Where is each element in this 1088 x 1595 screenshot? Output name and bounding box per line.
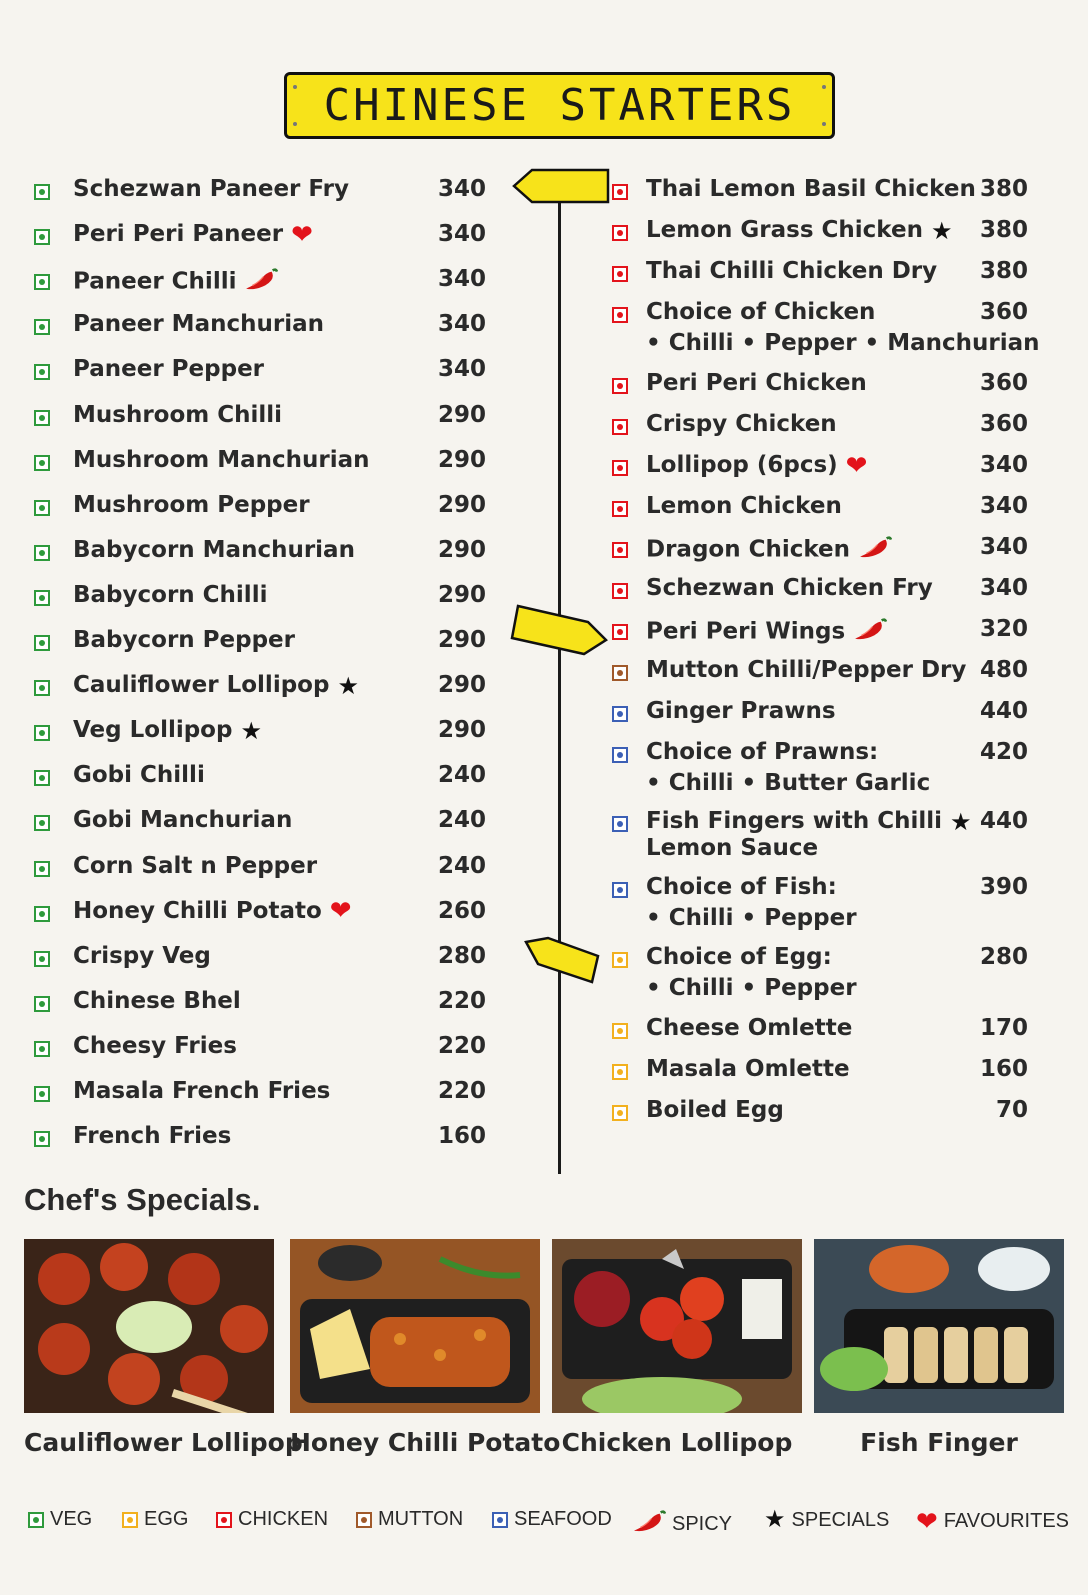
menu-item-options: • Chilli • Pepper	[646, 975, 857, 1001]
egg-indicator-icon	[612, 1105, 628, 1121]
menu-item	[34, 176, 504, 210]
veg-indicator-icon	[34, 1131, 50, 1147]
menu-item-price: 360	[979, 370, 1028, 396]
menu-item-price: 420	[979, 739, 1028, 765]
menu-item-label	[646, 657, 966, 683]
menu-item-label	[646, 452, 867, 479]
menu-item-label	[646, 176, 976, 202]
menu-item	[34, 898, 504, 932]
menu-item-options: • Chilli • Pepper	[646, 905, 857, 931]
signpost-arrow-middle	[508, 602, 608, 660]
menu-item-options: • Chilli • Butter Garlic	[646, 770, 931, 796]
menu-item-name: Choice of Prawns:	[646, 739, 879, 765]
veg-indicator-icon	[34, 1086, 50, 1102]
photo-cauliflower-lollipop	[24, 1239, 274, 1413]
menu-item	[34, 1033, 504, 1067]
menu-item-price: 380	[979, 217, 1028, 243]
menu-item-price: 340	[437, 176, 486, 202]
seafood-indicator-icon	[612, 816, 628, 832]
menu-item-label	[646, 217, 952, 243]
menu-item-price: 340	[979, 575, 1028, 601]
menu-item-name: Chinese Bhel	[73, 987, 241, 1014]
menu-item-label	[73, 492, 310, 518]
menu-item	[34, 762, 504, 796]
menu-item-price: 340	[437, 266, 486, 293]
veg-indicator-icon	[34, 274, 50, 290]
menu-item	[620, 217, 1050, 251]
menu-item	[620, 616, 1050, 650]
signpost-pole	[558, 190, 561, 1174]
veg-indicator-icon	[34, 319, 50, 335]
veg-indicator-icon	[34, 951, 50, 967]
menu-item-label	[646, 493, 842, 519]
menu-item-label	[73, 1078, 330, 1104]
egg-indicator-icon	[612, 1064, 628, 1080]
photo-fish-finger	[814, 1239, 1064, 1413]
signpost-arrow-top	[512, 168, 612, 204]
menu-item-label	[646, 616, 887, 648]
mutton-indicator-icon	[612, 665, 628, 681]
menu-item-price: 70	[995, 1097, 1028, 1123]
menu-item-name: Choice of Fish:	[646, 874, 837, 900]
menu-item	[34, 1078, 504, 1112]
favourite-heart-icon: ❤	[291, 219, 313, 250]
legend-label: SPECIALS	[791, 1508, 890, 1531]
menu-item	[620, 176, 1050, 210]
caption-fish-finger: Fish Finger	[860, 1428, 1018, 1457]
menu-item-price: 280	[979, 944, 1028, 970]
menu-item	[620, 299, 1050, 363]
menu-item-name: Thai Chilli Chicken Dry	[646, 258, 938, 284]
chefs-specials-title: Chef's Specials.	[24, 1182, 261, 1217]
menu-item-name: Corn Salt n Pepper	[73, 852, 318, 879]
menu-item-label	[73, 1033, 237, 1059]
chicken-indicator-icon	[612, 542, 628, 558]
special-star-icon: ★	[930, 216, 953, 245]
veg-indicator-icon	[34, 725, 50, 741]
menu-item-label	[646, 874, 837, 900]
menu-item-price: 220	[437, 1032, 486, 1059]
menu-item-price: 340	[437, 221, 486, 248]
seafood-indicator-icon	[612, 747, 628, 763]
veg-indicator-icon	[34, 906, 50, 922]
veg-indicator-icon	[34, 996, 50, 1012]
menu-item-price: 280	[437, 942, 486, 969]
menu-item-label	[73, 717, 262, 743]
menu-item-price: 360	[979, 411, 1028, 437]
menu-item	[620, 874, 1050, 938]
menu-item	[34, 807, 504, 841]
menu-item-options: Lemon Sauce	[646, 835, 819, 861]
legend-item-heart	[916, 1508, 1069, 1534]
seafood-indicator-icon	[612, 706, 628, 722]
menu-item	[620, 452, 1050, 486]
caption-chicken-lollipop: Chicken Lollipop	[561, 1428, 793, 1457]
menu-item	[34, 311, 504, 345]
menu-item-price: 290	[437, 672, 486, 699]
menu-item	[620, 370, 1050, 404]
mutton-indicator-icon	[356, 1512, 372, 1528]
menu-item-label	[646, 258, 937, 284]
menu-item-name: Dragon Chicken	[646, 536, 851, 563]
chicken-indicator-icon	[612, 501, 628, 517]
legend-item-seafood	[492, 1508, 612, 1531]
legend-label: SPICY	[672, 1512, 733, 1535]
veg-indicator-icon	[34, 861, 50, 877]
menu-item-label	[646, 1015, 852, 1041]
menu-item-price: 380	[979, 176, 1028, 202]
menu-item-name: Choice of Chicken	[646, 299, 876, 325]
menu-item-price: 380	[979, 258, 1028, 284]
menu-item-name: Mushroom Chilli	[73, 401, 283, 428]
menu-item-price: 340	[979, 534, 1028, 560]
menu-item	[620, 944, 1050, 1008]
menu-item-price: 290	[437, 581, 486, 608]
menu-item	[620, 493, 1050, 527]
veg-indicator-icon	[34, 770, 50, 786]
chicken-indicator-icon	[612, 583, 628, 599]
veg-indicator-icon	[34, 1041, 50, 1057]
veg-indicator-icon	[34, 590, 50, 606]
menu-item-name: Mutton Chilli/Pepper Dry	[646, 657, 967, 683]
menu-item-name: Mushroom Pepper	[73, 491, 310, 518]
menu-item-label	[73, 402, 282, 428]
menu-item-name: Paneer Pepper	[73, 356, 265, 383]
menu-item-price: 290	[437, 627, 486, 653]
menu-item	[34, 988, 504, 1022]
page-title: CHINESE STARTERS	[323, 80, 796, 131]
veg-indicator-icon	[34, 184, 50, 200]
menu-item-name: Crispy Chicken	[646, 411, 837, 437]
menu-item	[620, 258, 1050, 292]
favourite-heart-icon: ❤	[329, 896, 352, 927]
chicken-indicator-icon	[612, 225, 628, 241]
legend-item-chicken	[216, 1508, 328, 1531]
menu-item-price: 160	[979, 1056, 1028, 1082]
menu-item-label	[73, 537, 355, 563]
menu-item-price: 220	[437, 1078, 486, 1104]
special-star-icon: ★	[764, 1506, 786, 1533]
menu-item	[34, 853, 504, 887]
veg-indicator-icon	[34, 815, 50, 831]
favourite-heart-icon: ❤	[916, 1506, 938, 1536]
menu-item-price: 340	[437, 311, 486, 338]
menu-item-price: 260	[437, 897, 486, 924]
menu-item-label	[73, 672, 359, 698]
menu-item-label	[646, 534, 892, 566]
menu-item-price: 290	[437, 401, 486, 428]
menu-item	[34, 1123, 504, 1157]
menu-item-price: 290	[437, 536, 486, 563]
menu-item	[34, 266, 504, 300]
menu-item-name: Masala Omlette	[646, 1056, 850, 1082]
menu-item	[34, 492, 504, 526]
menu-item-label	[73, 311, 324, 337]
chicken-indicator-icon	[216, 1512, 232, 1528]
photo-honey-chilli-potato	[290, 1239, 540, 1413]
special-star-icon: ★	[337, 671, 359, 700]
menu-item-label	[646, 808, 972, 834]
legend-label: EGG	[144, 1508, 189, 1530]
nonveg-menu-column	[620, 176, 1050, 1136]
menu-item-label	[73, 627, 295, 653]
menu-item-name: Schezwan Chicken Fry	[646, 575, 933, 601]
menu-item-label	[646, 739, 878, 765]
menu-item	[34, 402, 504, 436]
menu-item-name: Peri Peri Wings	[646, 618, 846, 645]
spicy-chilli-icon	[853, 616, 887, 648]
menu-item-price: 360	[979, 299, 1028, 325]
veg-indicator-icon	[34, 229, 50, 245]
menu-item-name: Ginger Prawns	[646, 698, 836, 724]
legend-label: MUTTON	[378, 1508, 464, 1530]
egg-indicator-icon	[612, 1023, 628, 1039]
menu-item-name: Peri Peri Chicken	[646, 370, 867, 396]
menu-item-name: Cheesy Fries	[73, 1032, 237, 1059]
menu-item-name: Lemon Chicken	[646, 493, 842, 519]
menu-item	[34, 356, 504, 390]
menu-item	[620, 411, 1050, 445]
menu-item-name: Honey Chilli Potato	[73, 897, 322, 924]
legend-label: VEG	[50, 1508, 93, 1530]
chicken-indicator-icon	[612, 378, 628, 394]
menu-item-price: 240	[437, 762, 486, 789]
veg-indicator-icon	[34, 545, 50, 561]
menu-item-label	[646, 411, 837, 437]
legend-label: SEAFOOD	[514, 1508, 612, 1530]
menu-item-name: Choice of Egg:	[646, 944, 832, 970]
special-star-icon: ★	[240, 716, 262, 745]
menu-item	[34, 447, 504, 481]
menu-item-label	[73, 176, 349, 202]
menu-item-price: 340	[979, 493, 1028, 519]
chicken-indicator-icon	[612, 266, 628, 282]
menu-item	[620, 698, 1050, 732]
menu-item	[620, 1015, 1050, 1049]
menu-item-name: Babycorn Manchurian	[73, 536, 355, 563]
menu-item-label	[646, 575, 933, 601]
menu-item-label	[646, 944, 832, 970]
menu-item-options: • Chilli • Pepper • Manchurian	[646, 330, 1040, 356]
menu-item	[620, 575, 1050, 609]
menu-item	[620, 534, 1050, 568]
menu-item-price: 340	[979, 452, 1028, 478]
menu-item-label	[646, 299, 875, 325]
menu-item-price: 440	[979, 698, 1028, 724]
menu-item-name: French Fries	[73, 1123, 232, 1150]
veg-indicator-icon	[34, 635, 50, 651]
menu-item-name: Schezwan Paneer Fry	[73, 176, 349, 202]
menu-item-label	[73, 1123, 231, 1149]
menu-item-name: Veg Lollipop	[73, 717, 233, 744]
menu-item-price: 160	[437, 1123, 486, 1150]
egg-indicator-icon	[612, 952, 628, 968]
chicken-indicator-icon	[612, 460, 628, 476]
menu-item-name: Lemon Grass Chicken	[646, 217, 923, 243]
menu-item-label	[646, 1097, 784, 1123]
menu-item-price: 480	[979, 657, 1028, 683]
spicy-chilli-icon	[858, 534, 892, 566]
menu-item-label	[73, 356, 264, 382]
menu-item-price: 170	[979, 1015, 1028, 1041]
chicken-indicator-icon	[612, 184, 628, 200]
menu-item	[34, 221, 504, 255]
menu-item-name: Lollipop (6pcs)	[646, 452, 838, 478]
menu-item-label	[73, 447, 370, 473]
menu-item	[620, 657, 1050, 691]
menu-item-name: Fish Fingers with Chilli	[646, 808, 943, 834]
menu-item	[34, 627, 504, 661]
veg-indicator-icon	[34, 680, 50, 696]
legend-label: CHICKEN	[238, 1508, 329, 1530]
chicken-indicator-icon	[612, 419, 628, 435]
menu-item-label	[73, 266, 278, 298]
legend-item-mutton	[356, 1508, 463, 1531]
menu-item-name: Peri Peri Paneer	[73, 221, 284, 248]
spicy-chilli-icon	[632, 1508, 666, 1540]
chicken-indicator-icon	[612, 624, 628, 640]
veg-indicator-icon	[28, 1512, 44, 1528]
menu-item	[620, 808, 1050, 872]
spicy-chilli-icon	[244, 266, 278, 298]
seafood-indicator-icon	[612, 882, 628, 898]
menu-item-name: Mushroom Manchurian	[73, 446, 370, 473]
menu-item	[620, 739, 1050, 803]
veg-indicator-icon	[34, 455, 50, 471]
menu-item-label	[646, 370, 867, 396]
menu-item-label	[73, 898, 352, 925]
menu-item-name: Babycorn Chilli	[73, 581, 268, 608]
menu-item	[34, 672, 504, 706]
favourite-heart-icon: ❤	[845, 450, 868, 481]
menu-item-price: 440	[979, 808, 1028, 834]
signpost-arrow-bottom	[522, 936, 602, 986]
seafood-indicator-icon	[492, 1512, 508, 1528]
menu-item-label	[73, 762, 205, 788]
menu-item-name: Gobi Chilli	[73, 762, 205, 789]
menu-item-name: Gobi Manchurian	[73, 807, 293, 834]
menu-item-price: 390	[979, 874, 1028, 900]
menu-item-name: Paneer Manchurian	[73, 311, 324, 338]
menu-item-label	[73, 988, 241, 1014]
menu-item-label	[646, 1056, 850, 1082]
caption-cauliflower-lollipop: Cauliflower Lollipop	[24, 1428, 303, 1457]
menu-item-name: Boiled Egg	[646, 1097, 784, 1123]
menu-item-label	[73, 582, 267, 608]
menu-item	[34, 943, 504, 977]
veg-indicator-icon	[34, 364, 50, 380]
legend-label: FAVOURITES	[943, 1509, 1070, 1532]
photo-chicken-lollipop	[552, 1239, 802, 1413]
menu-item-label	[646, 698, 836, 724]
menu-item-label	[73, 943, 211, 969]
caption-honey-chilli-potato: Honey Chilli Potato	[290, 1428, 561, 1457]
menu-item	[620, 1056, 1050, 1090]
veg-menu-column	[34, 176, 504, 1166]
title-sign	[284, 72, 835, 139]
menu-item-price: 290	[437, 446, 486, 473]
legend-item-egg	[122, 1508, 188, 1531]
menu-item	[34, 537, 504, 571]
menu-item-label	[73, 221, 313, 248]
menu-item-price: 240	[437, 807, 486, 834]
menu-item-label	[73, 853, 317, 879]
menu-item-price: 320	[979, 616, 1028, 642]
chicken-indicator-icon	[612, 307, 628, 323]
legend-item-veg	[28, 1508, 92, 1531]
menu-item	[34, 582, 504, 616]
menu-item	[34, 717, 504, 751]
menu-item-name: Cauliflower Lollipop	[73, 672, 330, 699]
menu-item-price: 240	[437, 852, 486, 879]
menu-item-price: 290	[437, 491, 486, 518]
veg-indicator-icon	[34, 500, 50, 516]
legend-item-chilli	[632, 1508, 732, 1540]
egg-indicator-icon	[122, 1512, 138, 1528]
menu-item-name: Babycorn Pepper	[73, 627, 295, 653]
menu-item-name: Paneer Chilli	[73, 268, 237, 295]
menu-item-name: Cheese Omlette	[646, 1015, 853, 1041]
menu-item-price: 290	[437, 717, 486, 744]
menu-item	[620, 1097, 1050, 1131]
menu-item-price: 220	[437, 987, 486, 1014]
menu-item-label	[73, 807, 292, 833]
legend	[0, 1508, 1088, 1538]
menu-item-price: 340	[437, 356, 486, 383]
special-star-icon: ★	[950, 807, 972, 836]
menu-item-name: Thai Lemon Basil Chicken	[646, 176, 976, 202]
legend-item-star	[764, 1508, 889, 1532]
veg-indicator-icon	[34, 410, 50, 426]
menu-item-name: Masala French Fries	[73, 1078, 331, 1104]
menu-item-name: Crispy Veg	[73, 942, 211, 969]
